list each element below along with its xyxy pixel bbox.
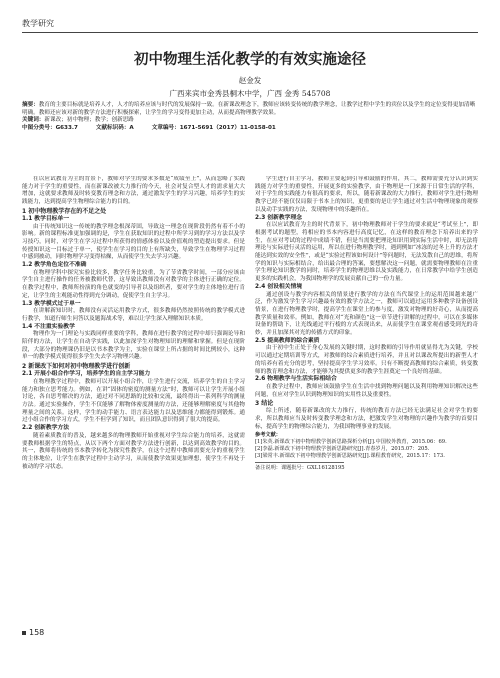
section-heading: 1.3 教学模式过于单一 [22, 300, 81, 307]
paragraph: 由于传统知识这一传统的教学理念根深蒂固，导致这一理念在现阶段仍然有着不小的影响。新的课程标准更加强调的是，学生在获取知识的过程中所学习到的学习方法以及学习技巧，同时，对学生在学习过程中所获得的情感体验以及价值观的塑造提出要求。但是传授知识这一目标过于单一，使学生在学习的目的上有所缺失，导致学生在物理学习过程中感到被动，同时物理学习变得枯燥，从而使学生失去学习兴趣。 [22, 223, 245, 261]
reference-item: [1]朱英.新课改下初中物理教学创新思路探析分析[J].中国校外教育，2015.06：69. [255, 438, 447, 445]
section-heading: 2.1 开展小组合作学习，培养学生的自主学习能力 [22, 371, 151, 378]
clc-number: 中图分类号：G633.7 [22, 124, 78, 131]
abstract-text: 教育的主要目标就是培养人才，人才的培养应该与时代的发展保持一致。在新课改理念下，教师应该转变传统的教学理念，让教学过程中学生的宾位以及学生的定位变得更加清晰明确。教师还应该对新的教学方法进行积极探索，让学生的学习变得更加主动，从而提高物理教学效果。 [22, 102, 476, 116]
paragraph: 由于初中生正处于身心发展的关键时期，这时教师的引导作用就显得尤为关键，学校可以通过定期培训等方式，对教师的综合素质进行培养，并且对以课改所提出的新型人才的培养有着充分的思考，坚持提高学生学习效率。只有不断提高教师的综合素质，转变教师的教育理念和方法，才能够为其提供更多的教学生涯奠定一个良好的基础。 [255, 345, 478, 375]
article-author: 赵金发 [238, 76, 262, 85]
section-heading: 2.2 创新教学方法 [22, 425, 70, 432]
keywords-label: 关键词： [22, 117, 45, 124]
section-heading: 2.3 创新教学理念 [255, 214, 303, 221]
header-divider [22, 32, 478, 33]
section-heading: 2.6 物理教学与生活实际相结合 [255, 376, 337, 383]
references [255, 432, 478, 472]
bullet-icon [22, 631, 26, 635]
document-code: 文献标识码：A [95, 124, 134, 131]
classification-row [22, 125, 478, 133]
abstract-label: 摘要： [22, 102, 39, 108]
paragraph: 综上所述，随着新课改的大力推行，传统的教育方法已经无法满足社会对学生的要求，所以教师应当及时转变教学理念和方法，把激发学生对物理的兴趣作为教学的首要目标，提高学生的物理综合能力，为我国物理事业的发展。 [255, 408, 478, 430]
paragraph: 通过创设与教学内容相关的情景进行教学的方法在当代课堂上的运用范围越来越广泛，作为激发学生学习兴趣最有效的教学方法之一，教师可以通过运用多种教学设备创设情景，在进行物理教学时，提高学生在课堂上的参与度，激发对物理的好奇心，从而提高教学质量和效率。例如，教师在对“光和颜色”这一章节进行讲解的过程中，可以在多媒体设备的帮助下，让光线通过平行棱的方式表现出来，从而使学生在课堂观看感受到光的奇妙，并且加深其对光的传播方式的印象。 [255, 291, 478, 337]
reference-item: [3]梁常丰.新课改下初中物理教学创新思路研究[J].课程教育研究，2015.17：173. [255, 452, 445, 459]
section-heading: 2.4 创设相关情境 [255, 283, 303, 290]
keywords [22, 117, 478, 125]
reference-item: [2]李磊.新课改下初中物理教学创新思路研究[J].青春岁月，2015.07：205. [255, 445, 430, 452]
journal-section-header: 教学研究 [22, 19, 54, 28]
paragraph: 在物理学科中探究实验比较多，教学任务比较重，为了节省教学时间，一部分应该由学生自主进行操作的任务被教师代替，这导致出教师没有对教学的主体进行正确的定位。在教学过程中，教师所扮演的角色就变的引导者以及组织者，要对学生的主体地位进行肯定，让学生的主观能动性得到充分调动，促使学生自主学习。 [22, 269, 245, 299]
front-matter [22, 102, 478, 132]
references-label: 参考文献： [255, 431, 281, 438]
section-heading: 1.4 不注重实验教学 [22, 323, 75, 330]
abstract [22, 102, 478, 117]
author-affiliation: 广西来宾市金秀县桐木中学，广西 金秀 545708 [169, 89, 331, 98]
body-columns [22, 176, 478, 616]
page-number: 158 [22, 628, 44, 637]
section-heading: 2.5 提高教师的综合素质 [255, 337, 320, 344]
left-column [22, 176, 245, 616]
section-heading: 2 新课改下如何对初中物理教学进行创新 [22, 363, 131, 371]
keywords-text: 新课改；初中物理；教学；创新思路 [44, 117, 134, 124]
article-number: 文章编号：1671-5691（2017）11-0158-01 [151, 124, 276, 131]
paragraph: 在物理教学过程中，教师可以开展小组合作，让学生进行交流，培养学生的自主学习能力和独立思考能力。例如，在讲“固体的密度的测量方法”时，教师可以让学生开展小组讨论，各自思考解决的方法，通过对不同思路的比较和交流，最终得出一系列科学的测量方法。通过实验操作，学生不仅能够了解物体密度测量的方法，还能够理解密度与其他物理量之间的关系。这样，学生的动手能力、语言表达能力以及思维能力都能得到锻炼。通过小组合作的学习方式，学生不但学到了知识，而且团队意识得到了很大的提高。 [22, 378, 245, 424]
right-column [255, 176, 478, 616]
paragraph: 在以应试教育为主的背景下，教师对学生的要求多数是“成绩至上”，从而忽略了实践能力对于学生的重要性，而在新课改被大力推行的今天，社会对复合型人才的需求量大大增加，这就要求教师及时转变教育理念和方法，通过激发学生的学习兴趣，培养学生的实践能力，达到提高学生物理综合能力的目的。 [22, 176, 245, 206]
paragraph: 学生进行自主学习，教师主要起到引导和鼓励的作用，其二，教师需要充分认识到实践能力对学生的重要性，开展更多的实验教学，由于物理是一门来源于日常生活的学科，对于学生的实践能力有很高的要求，所以，随着新课改的大力推行，教师对学生进行物理教学已经不能仅仅局限于书本上的知识，更重要的是让学生通过对生活中物理现象的观察以及动手实践的方法，发现物理中的乐趣所在。 [255, 176, 478, 213]
section-heading: 1.1 教学目标单一 [22, 215, 70, 222]
footnote-divider [255, 462, 344, 463]
section-heading: 1 初中物理教学存在的不足之处 [22, 207, 107, 215]
paragraph: 物理作为一门理论与实践同样重要的学科，教师在进行教学的过程中却只强调论导和陪伴的方法，让学生在自动学实践，以此加深学生对物理知识的理解和掌握。但是在现阶段，大部分的物理课仍旧是以书本教学为主，实验在课堂上所占据的时间比例较小，这种单一的教学模式使得很多学生失去学习物理兴趣。 [22, 331, 245, 361]
paragraph: 在以应试教育为主的时代背景下，初中物理教师对于学生的要求就是“考试至上”，即根据考试的题型，将相应的书本内容进行高度记忆，在这样的教育理念下培养出来的学生，在应对考试的过程中成绩不错，但是当需要把理论知识用到实际生活中时，却无法将理论与实际进行灵活的运用，所以在进行物理教学时，遇到例如“冰冻的过冬上升的方法才能达到实效的安全性”，或是“实验过程该如何设计”等问题时，无法发散自己的思维，将所学的知识与实际相结合，给出最合理的答案，要想解决这一问题，就需要物理教师在注重学生理论知识教学的同时，培养学生的物理思维以及实践能力，在日常教学中给学生创造更多的实践机会，为我国物理学的发展贡献自己的一份力量。 [255, 222, 478, 283]
author-note: 备注说明：课题批号：GXL16128195 [255, 464, 345, 471]
section-heading: 3 结论 [255, 400, 274, 408]
paragraph: 在讲解新知识时，教师没有灵活运用教学方式，很多教师仍然按照传统的教学模式进行教学，知道行师生问答以及题海战术等，难以让学生深入理解知识本质。 [22, 308, 245, 322]
article-title: 初中物理生活化教学的有效实施途径 [134, 52, 366, 68]
section-heading: 1.2 教学角色定位不准确 [22, 262, 87, 269]
paragraph: 在教学过程中，教师应该鼓励学生在生活中找到物理问题以及利用物理知识解决这些问题，在应对学生认识到物理知识的实用性以及重要性。 [255, 383, 478, 398]
paragraph: 随着素质教育的普及，越来越多的物理教师开始重视对学生综合能力的培养，这就需要教师根据学生的特点，从以下两个方面对教学方法进行创新，以达到高效教学的目的。其一，教师将传统的书本教学转化为探究性教学，在这个过程中教师需要充分的重视学生的主体地位，让学生在教学过程中主动学习，从而使教学效果更加理想，使学生不再处于被动的学习状态。 [22, 432, 245, 470]
